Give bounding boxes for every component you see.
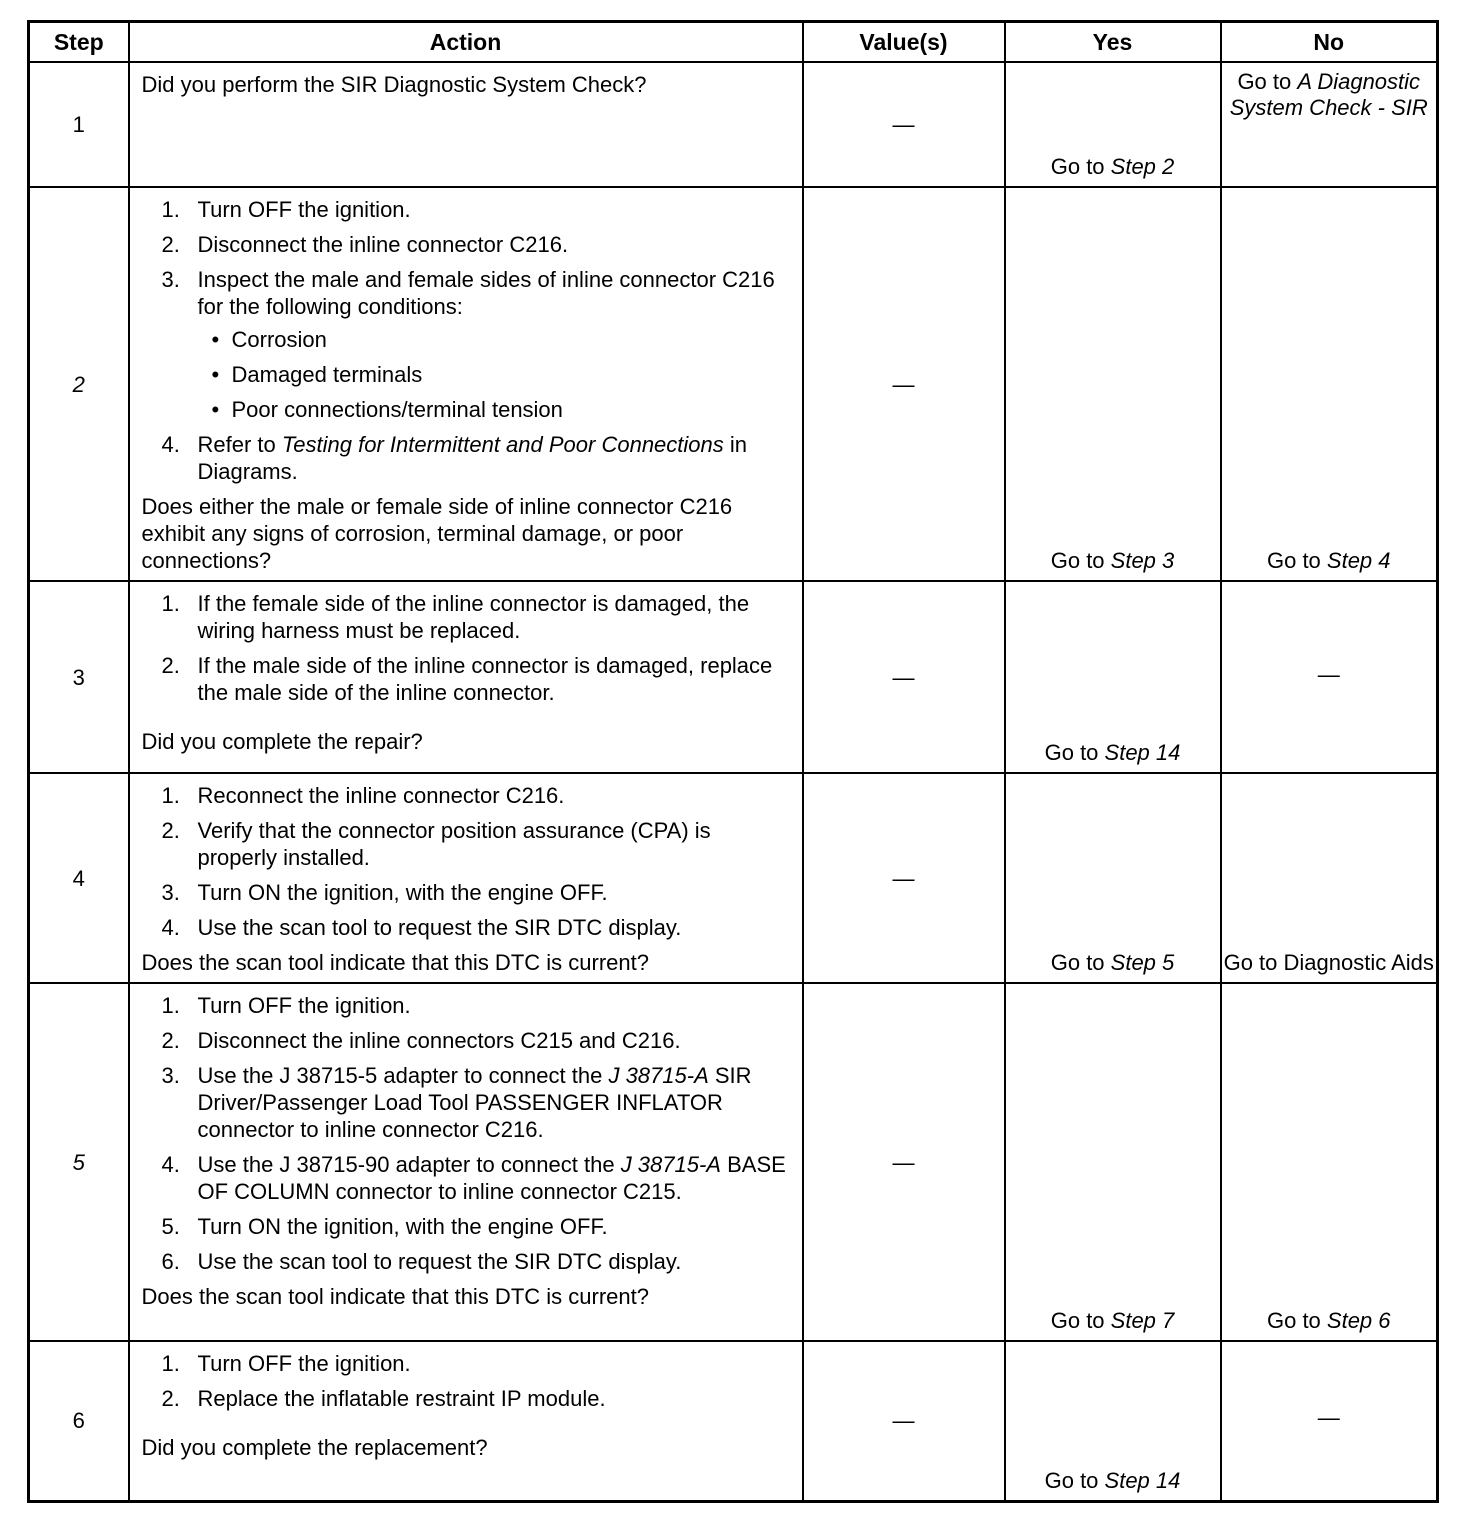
action-item: 4. Use the J 38715-90 adapter to connect the J 38715-A BASE OF COLUMN connector to inline connector C215. [161,1152,786,1204]
action-cell [129,773,803,983]
header-yes: Yes [1005,22,1221,63]
table-row [29,581,1438,773]
action-item: 3. Turn ON the ignition, with the engine OFF. [161,880,608,905]
no-link[interactable]: Step 6 [1326,1308,1391,1333]
action-question: Did you complete the repair? [141,729,423,754]
value-cell: — [803,187,1005,581]
action-item: 2. Disconnect the inline connector C216. [161,232,569,257]
no-cell: Go to Step 6 [1221,983,1438,1341]
header-values: Value(s) [803,22,1005,63]
table-row [29,1341,1438,1501]
action-item: 6. Use the scan tool to request the SIR DTC display. [161,1249,682,1274]
diagnostic-table [27,20,1439,1503]
tool-reference: J 38715-A [608,1063,709,1088]
yes-link[interactable]: Step 5 [1110,950,1175,975]
no-cell[interactable]: Go to Diagnostic Aids [1221,773,1438,983]
action-question: Did you complete the replacement? [141,1435,488,1460]
yes-cell [1005,62,1221,187]
action-question: Did you perform the SIR Diagnostic System Check? [141,72,647,97]
yes-link[interactable]: Step 14 [1104,1467,1181,1493]
yes-prefix: Go to [1050,154,1111,179]
action-item: 4. Use the scan tool to request the SIR DTC display. [161,915,682,940]
tool-reference: J 38715-A [620,1152,721,1177]
yes-link[interactable]: Step 3 [1110,548,1175,573]
step-number: 6 [29,1341,129,1501]
action-list [142,1350,792,1412]
action-item: 2. Disconnect the inline connectors C215 and C216. [161,1028,681,1053]
step-number: 5 [29,983,129,1341]
yes-cell: Go to Step 7 [1005,983,1221,1341]
action-question: Does the scan tool indicate that this DTC is current? [141,1284,649,1309]
yes-cell: Go to Step 3 [1005,187,1221,581]
yes-cell: Go to Step 14 [1005,1341,1221,1501]
action-item: 2. Verify that the connector position assurance (CPA) is properly installed. [161,818,711,870]
condition-item: • Corrosion [198,326,792,353]
action-item: 1. Turn OFF the ignition. [161,993,411,1018]
value-cell: — [803,983,1005,1341]
action-item: 4. Refer to Testing for Intermittent and Poor Connections in Diagrams. [161,432,748,484]
header-step: Step [29,22,129,63]
action-list [142,782,792,941]
action-item: 1. Turn OFF the ignition. [161,197,411,222]
action-item: 1. Turn OFF the ignition. [161,1351,411,1376]
action-question: Does either the male or female side of inline connector C216 exhibit any signs of corrosion, terminal damage, or poor connections? [141,494,733,573]
action-item: 3. Inspect the male and female sides of inline connector C216 for the following conditions: • Corrosion • Damaged terminals • Poor connections/terminal tension [142,266,792,423]
yes-cell: Go to Step 14 [1005,581,1221,773]
action-list [142,590,792,706]
no-prefix: Go to [1237,69,1298,94]
action-list [142,196,792,485]
condition-list [198,326,792,423]
no-cell: — [1221,581,1438,773]
step-number: 4 [29,773,129,983]
yes-link[interactable]: Step 7 [1110,1308,1175,1333]
action-item: 1. If the female side of the inline connector is damaged, the wiring harness must be replaced. [161,591,750,643]
step-number: 1 [29,62,129,187]
action-question: Does the scan tool indicate that this DTC is current? [141,950,649,975]
no-link[interactable]: Step 4 [1326,548,1391,573]
action-cell [129,187,803,581]
table-row [29,187,1438,581]
action-item: 5. Turn ON the ignition, with the engine OFF. [161,1214,608,1239]
header-row [29,22,1438,63]
value-cell: — [803,773,1005,983]
no-cell: — [1221,1341,1438,1501]
table-row [29,773,1438,983]
header-action: Action [129,22,803,63]
action-cell [129,983,803,1341]
no-cell: Go to Step 4 [1221,187,1438,581]
table-row [29,62,1438,187]
action-item: 3. Use the J 38715-5 adapter to connect the J 38715-A SIR Driver/Passenger Load Tool PASSENGER INFLATOR connector to inline connector C216. [161,1063,752,1142]
yes-cell: Go to Step 5 [1005,773,1221,983]
diagnostic-table-container [27,20,1436,1503]
value-cell: — [803,62,1005,187]
action-item: 1. Reconnect the inline connector C216. [161,783,565,808]
table-row [29,983,1438,1341]
action-cell [129,62,803,187]
action-cell [129,581,803,773]
reference-link[interactable]: Testing for Intermittent and Poor Connections [281,432,724,457]
action-cell [129,1341,803,1501]
action-item: 2. Replace the inflatable restraint IP module. [161,1386,606,1411]
no-cell [1221,62,1438,187]
yes-link[interactable]: Step 14 [1104,740,1181,765]
value-cell: — [803,1341,1005,1501]
header-no: No [1221,22,1438,63]
action-list [142,992,792,1275]
condition-item: • Poor connections/terminal tension [198,396,792,423]
value-cell: — [803,581,1005,773]
step-number: 3 [29,581,129,773]
step-number: 2 [29,187,129,581]
action-item: 2. If the male side of the inline connector is damaged, replace the male side of the inline connector. [161,653,773,705]
no-link[interactable]: A Diagnostic System Check - SIR [1229,69,1428,120]
yes-link[interactable]: Step 2 [1110,154,1175,179]
condition-item: • Damaged terminals [198,361,792,388]
